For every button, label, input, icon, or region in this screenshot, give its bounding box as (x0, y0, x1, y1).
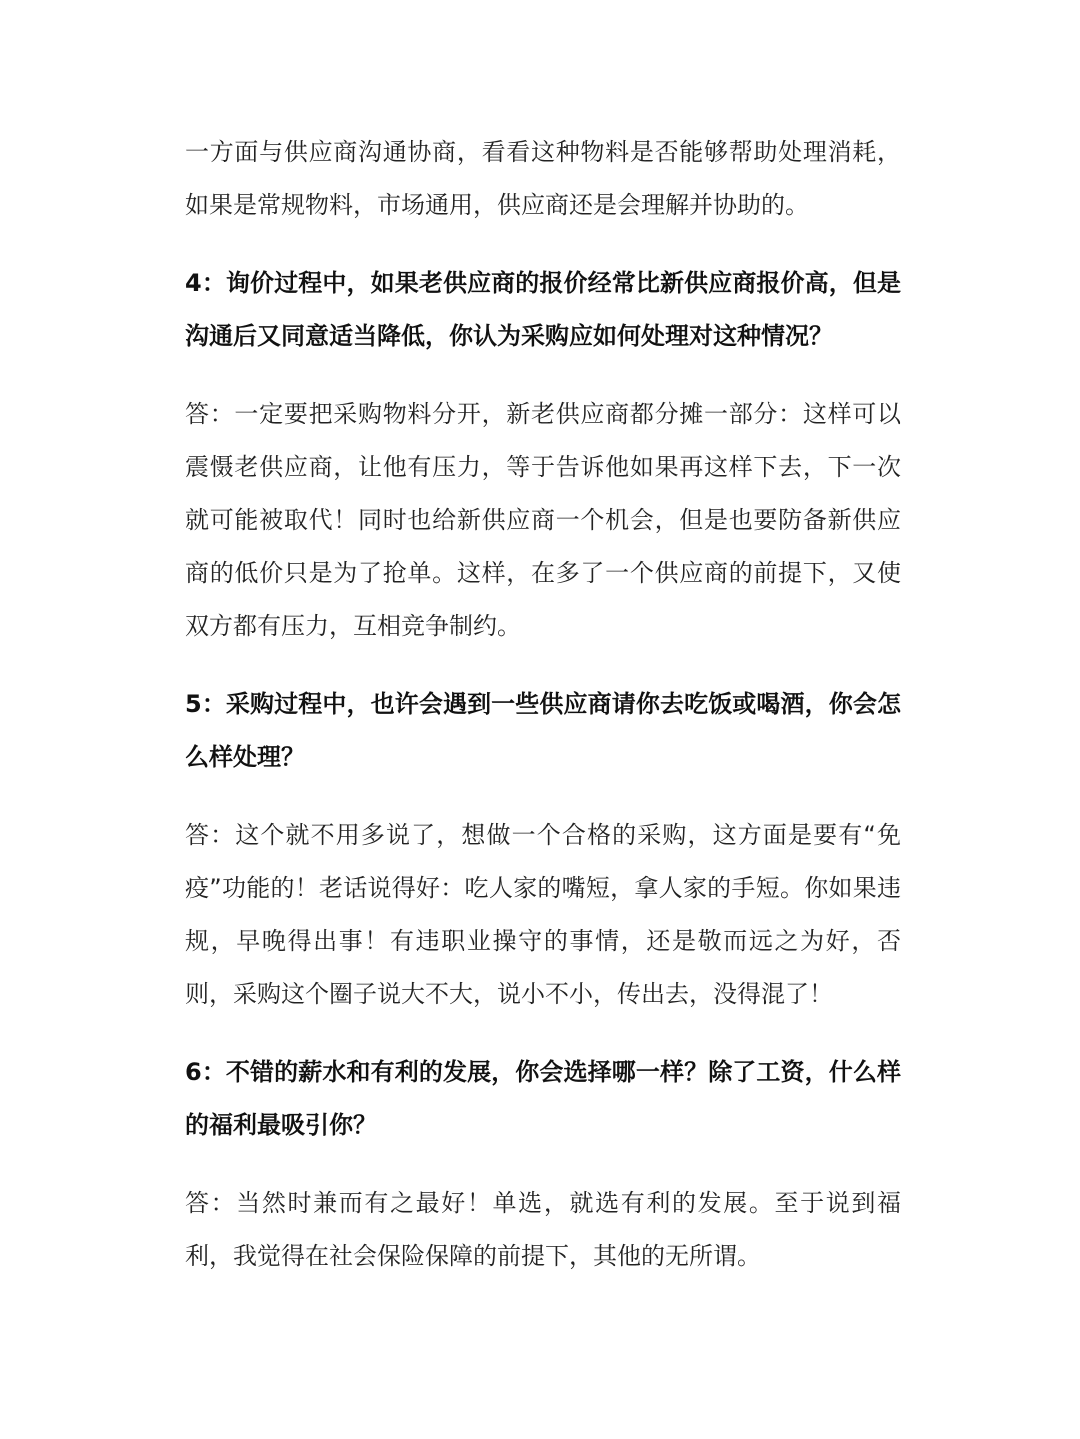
paragraph-gap (185, 784, 901, 809)
paragraph-gap (185, 363, 901, 388)
paragraph-gap (185, 1021, 901, 1046)
document-body (185, 126, 901, 1283)
answer-4: 答：一定要把采购物料分开，新老供应商都分摊一部分：这样可以震慑老供应商，让他有压力，等于告诉他如果再这样下去，下一次就可能被取代！同时也给新供应商一个机会，但是也要防备新供应商的低价只是为了抢单。这样，在多了一个供应商的前提下，又使双方都有压力，互相竞争制约。 (185, 400, 901, 640)
paragraph-gap (185, 653, 901, 678)
answer-6: 答：当然时兼而有之最好！单选，就选有利的发展。至于说到福利，我觉得在社会保险保障的前提下，其他的无所谓。 (185, 1189, 901, 1270)
question-5: 5：采购过程中，也许会遇到一些供应商请你去吃饭或喝酒，你会怎么样处理？ (185, 690, 901, 771)
answer-5: 答：这个就不用多说了，想做一个合格的采购，这方面是要有“免疫”功能的！老话说得好：吃人家的嘴短，拿人家的手短。你如果违规，早晚得出事！有违职业操守的事情，还是敬而远之为好，否则，采购这个圈子说大不大，说小不小，传出去，没得混了！ (185, 821, 901, 1008)
question-6: 6：不错的薪水和有利的发展，你会选择哪一样？除了工资，什么样的福利最吸引你？ (185, 1058, 901, 1139)
paragraph-gap (185, 1152, 901, 1177)
paragraph-gap (185, 232, 901, 257)
answer-paragraph-continued: 一方面与供应商沟通协商，看看这种物料是否能够帮助处理消耗，如果是常规物料，市场通用，供应商还是会理解并协助的。 (185, 138, 901, 219)
question-4: 4：询价过程中，如果老供应商的报价经常比新供应商报价高，但是沟通后又同意适当降低，你认为采购应如何处理对这种情况？ (185, 269, 901, 350)
